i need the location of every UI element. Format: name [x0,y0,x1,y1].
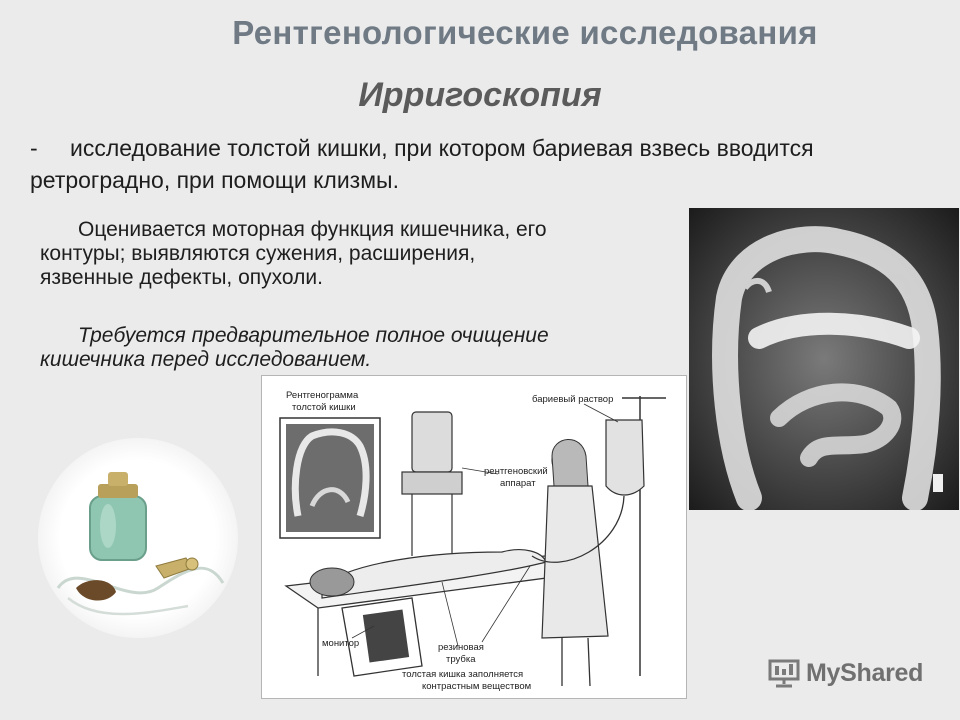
paragraph-1-text: Оценивается моторная функция кишечника, его контуры; выявляются сужения, расширения, язвенные дефекты, опухоли. [40,218,547,289]
projector-screen-icon [768,658,800,688]
slide-title: Рентгенологические исследования [232,14,818,51]
watermark-text: MyShared [806,658,924,687]
slide-subtitle: Ирригоскопия [358,76,602,114]
paragraph-2-text: Требуется предварительное полное очищение кишечника перед исследованием. [40,324,549,371]
label-tube-2: трубка [446,654,476,665]
label-apparatus-1: рентгеновский [484,466,548,477]
label-barium: бариевый раствор [532,394,614,405]
definition-body: исследование толстой кишки, при котором бариевая взвесь вводится ретроградно, при помощи клизмы. [30,135,814,193]
paragraph-preparation [40,324,560,372]
label-monitor: монитор [322,638,360,649]
enema-kit-illustration [38,438,238,638]
definition-text [30,132,930,196]
paragraph-motor-function [40,218,560,290]
label-tube-1: резиновая [438,642,484,653]
label-colon-2: контрастным веществом [422,681,532,692]
label-apparatus-2: аппарат [500,478,536,489]
barium-enema-xray [689,208,959,510]
xray-illustration [689,208,959,510]
label-xray-film-1: Рентгенограмма [286,390,359,401]
procedure-diagram [261,375,687,699]
enema-kit-photo [38,438,238,638]
label-xray-film-2: толстой кишки [292,402,356,413]
label-colon-1: толстая кишка заполняется [402,669,524,680]
procedure-illustration [262,376,686,698]
definition-dash: - [30,135,38,161]
watermark [768,656,938,690]
